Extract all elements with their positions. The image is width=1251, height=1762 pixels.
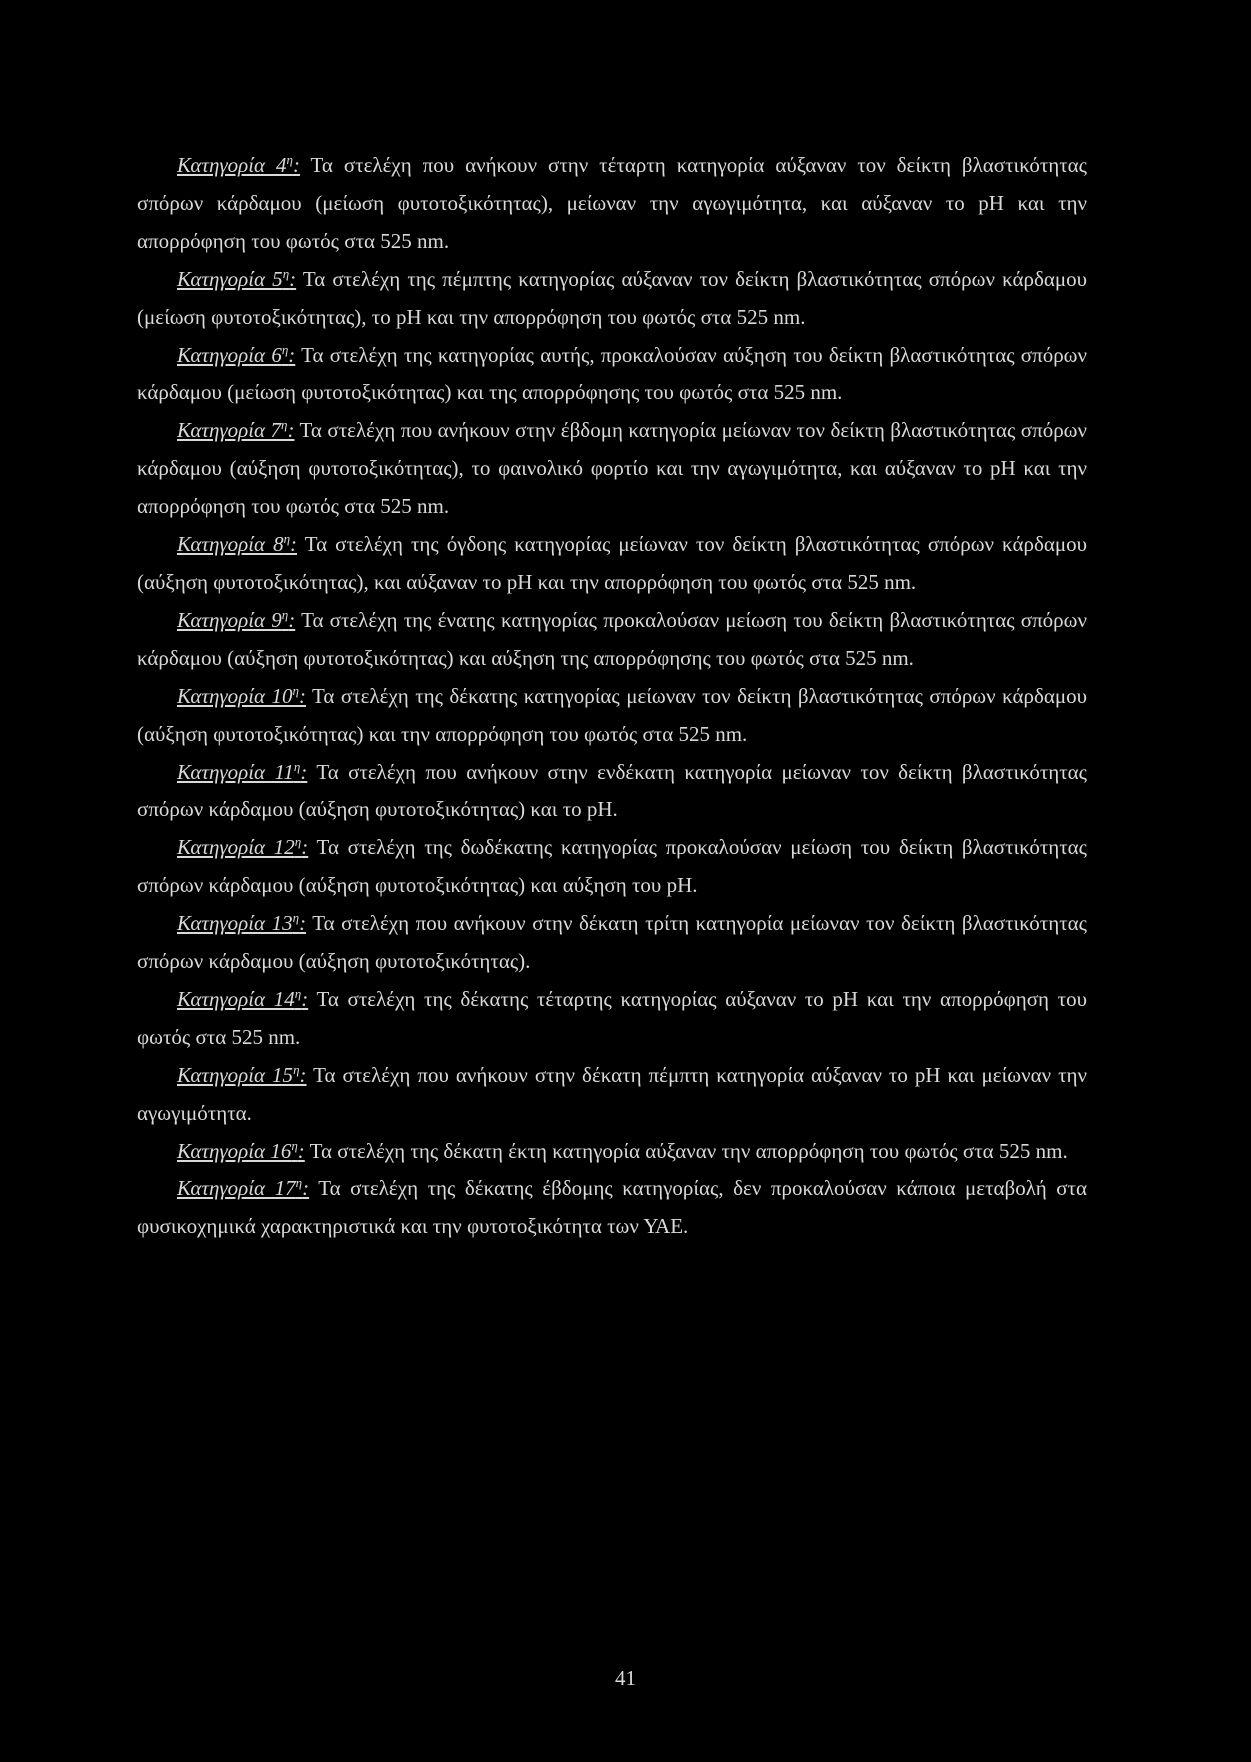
category-paragraph <box>137 905 1087 981</box>
ordinal-superscript: η <box>291 1137 298 1153</box>
category-label: Κατηγορία $7^\eta$: <box>177 417 295 443</box>
category-description: Τα στελέχη που ανήκουν στην δέκατη τρίτη κατηγορία μείωναν τον δείκτη βλαστικότητας σπόρων κάρδαμου (αύξηση φυτοτοξικότητας). <box>137 911 1087 974</box>
category-label: Κατηγορία $16^\eta$: <box>177 1137 305 1163</box>
page-number: 41 <box>615 1666 636 1690</box>
category-paragraph <box>137 678 1087 754</box>
ordinal-superscript: η <box>281 341 289 357</box>
category-label: Κατηγορία $8^\eta$: <box>177 531 298 557</box>
category-label: Κατηγορία $6^\eta$: <box>177 341 296 367</box>
category-paragraph <box>137 261 1087 337</box>
ordinal-superscript: η <box>294 985 302 1001</box>
category-label: Κατηγορία $14^\eta$: <box>177 985 309 1011</box>
body-text <box>137 147 1087 1246</box>
category-description: Τα στελέχη της δωδέκατης κατηγορίας προκαλούσαν μείωση του δείκτη βλαστικότητας σπόρων κάρδαμου (αύξηση φυτοτοξικότητας) και αύξηση του pH. <box>137 835 1088 898</box>
category-paragraph <box>137 1170 1087 1246</box>
ordinal-superscript: η <box>286 152 293 167</box>
category-description: Τα στελέχη της πέμπτης κατηγορίας αύξαναν τον δείκτη βλαστικότητας σπόρων κάρδαμου (μείωση φυτοτοξικότητας), το pH και την απορρόφηση του φωτός στα 525 nm. <box>137 266 1087 329</box>
category-paragraph <box>137 337 1087 413</box>
category-description: Τα στελέχη της δέκατης κατηγορίας μείωναν τον δείκτη βλαστικότητας σπόρων κάρδαμου (αύξηση φυτοτοξικότητας) και την απορρόφηση του φωτός στα 525 nm. <box>137 683 1088 746</box>
category-description: Τα στελέχη που ανήκουν στην δέκατη πέμπτη κατηγορία αύξαναν το pH και μείωναν την αγωγιμότητα. <box>137 1062 1087 1125</box>
category-description: Τα στελέχη της όγδοης κατηγορίας μείωναν τον δείκτη βλαστικότητας σπόρων κάρδαμου (αύξηση φυτοτοξικότητας), και αύξαναν το pH και την απορρόφηση του φωτός στα 525 nm. <box>137 532 1087 594</box>
category-label: Κατηγορία $5^\eta$: <box>177 265 297 291</box>
ordinal-superscript: η <box>281 606 289 622</box>
category-label: Κατηγορία $15^\eta$: <box>177 1061 307 1087</box>
category-paragraph <box>137 526 1087 602</box>
category-label: Κατηγορία $9^\eta$: <box>177 606 296 632</box>
category-description: Τα στελέχη που ανήκουν στην ενδέκατη κατηγορία μείωναν τον δείκτη βλαστικότητας σπόρων κάρδαμου (αύξηση φυτοτοξικότητας) και το pH. <box>137 759 1087 822</box>
category-label: Κατηγορία $11^\eta$: <box>177 758 308 784</box>
ordinal-superscript: η <box>292 910 300 926</box>
ordinal-superscript: η <box>292 682 299 698</box>
category-label: Κατηγορία $10^\eta$: <box>177 682 306 708</box>
category-label: Κατηγορία $17^\eta$: <box>177 1175 310 1201</box>
ordinal-superscript: η <box>294 834 302 850</box>
category-description: Τα στελέχη της δέκατης έβδομης κατηγορίας, δεν προκαλούσαν κάποια μεταβολή στα φυσικοχημικά χαρακτηριστικά και την φυτοτοξικότητα των ΥΑΕ. <box>137 1176 1087 1239</box>
ordinal-superscript: η <box>282 265 290 281</box>
category-paragraph <box>137 981 1087 1057</box>
category-paragraph <box>137 754 1087 830</box>
category-paragraph <box>137 1057 1087 1133</box>
category-description: Τα στελέχη της δέκατης τέταρτης κατηγορίας αύξαναν το pH και την απορρόφηση του φωτός στα 525 nm. <box>137 986 1087 1049</box>
category-description: Τα στελέχη της κατηγορίας αυτής, προκαλούσαν αύξηση του δείκτη βλαστικότητας σπόρων κάρδαμου (μείωση φυτοτοξικότητας) και της απορρόφησης του φωτός στα 525 nm. <box>137 342 1087 405</box>
category-paragraph <box>137 147 1087 261</box>
category-description: Τα στελέχη που ανήκουν στην τέταρτη κατηγορία αύξαναν τον δείκτη βλαστικότητας σπόρων κάρδαμου (μείωση φυτοτοξικότητας), μείωναν την αγωγιμότητα, και αύξαναν το pH και την απορρόφηση του φωτός στα 525 nm. <box>137 153 1087 253</box>
ordinal-superscript: η <box>295 1175 303 1191</box>
category-description: Τα στελέχη της δέκατη έκτη κατηγορία αύξαναν την απορρόφηση του φωτός στα 525 nm. <box>304 1138 1068 1163</box>
category-paragraph <box>137 829 1087 905</box>
category-description: Τα στελέχη της ένατης κατηγορίας προκαλούσαν μείωση του δείκτη βλαστικότητας σπόρων κάρδαμου (αύξηση φυτοτοξικότητας) και αύξηση της απορρόφησης του φωτός στα 525 nm. <box>137 607 1087 670</box>
category-paragraph <box>137 602 1087 678</box>
category-label: Κατηγορία $4^\eta$: <box>177 152 300 177</box>
ordinal-superscript: η <box>281 417 288 433</box>
category-paragraph <box>137 1133 1087 1171</box>
ordinal-superscript: η <box>293 1061 300 1077</box>
ordinal-superscript: η <box>283 531 291 547</box>
category-label: Κατηγορία $12^\eta$: <box>177 834 309 860</box>
ordinal-superscript: η <box>293 758 301 774</box>
category-paragraph <box>137 412 1087 526</box>
category-label: Κατηγορία $13^\eta$: <box>177 910 307 936</box>
category-description: Τα στελέχη που ανήκουν στην έβδομη κατηγορία μείωναν τον δείκτη βλαστικότητας σπόρων κάρδαμου (αύξηση φυτοτοξικότητας), το φαινολικό φορτίο και την αγωγιμότητα, και αύξαναν το pH και την απορρόφηση του φωτός στα 525 nm. <box>137 418 1088 519</box>
